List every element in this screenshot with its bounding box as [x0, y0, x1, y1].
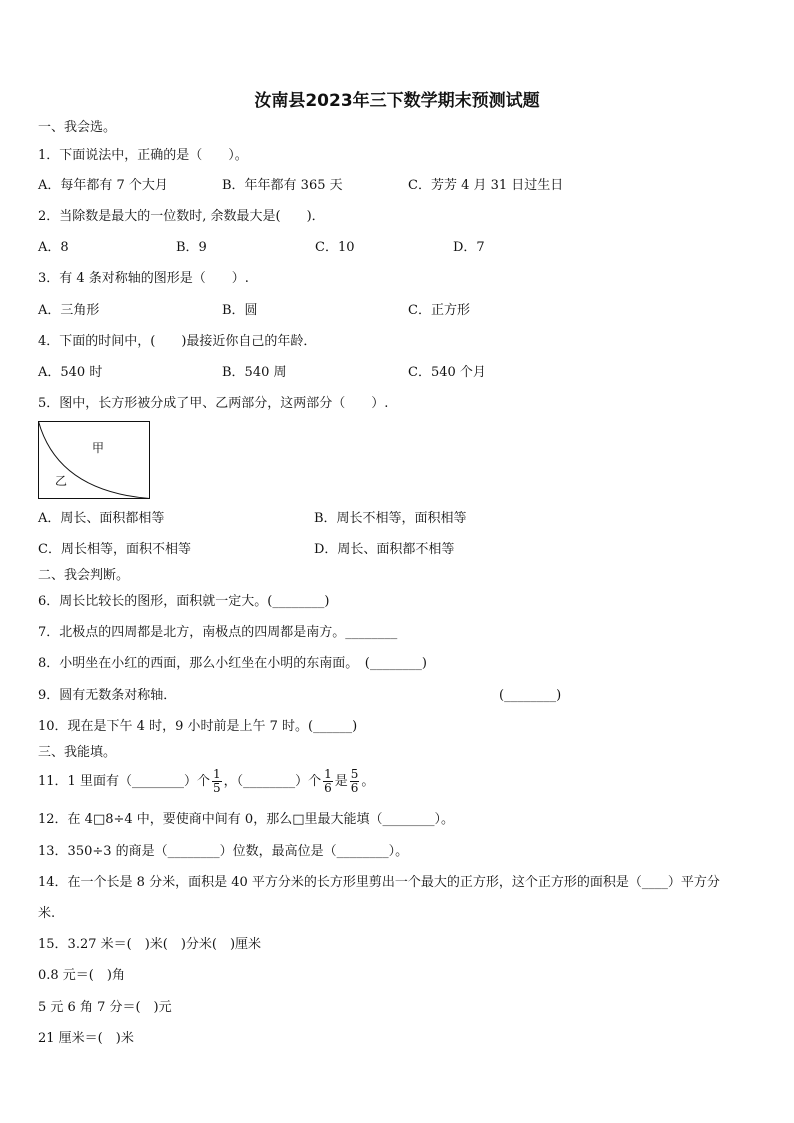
question-13: 13．350÷3 的商是（________）位数，最高位是（________）。 [38, 844, 409, 859]
fraction-denominator: 6 [324, 781, 332, 795]
question-8: 8．小明坐在小红的西面，那么小红坐在小明的东南面。 (________) [38, 656, 427, 671]
question-6: 6．周长比较长的图形，面积就一定大。(________) [38, 594, 330, 609]
q11-part2: ，（________）个 [223, 774, 322, 789]
fraction-one-sixth [323, 768, 333, 795]
question-9: 9．圆有无数条对称轴． [38, 688, 177, 703]
q11-part4: 。 [361, 774, 375, 789]
q2-option-a: A．8 [38, 240, 69, 255]
q4-option-c: C．540 个月 [408, 365, 486, 380]
question-12: 12．在 4□8÷4 中，要使商中间有 0，那么□里最大能填（________）。 [38, 812, 454, 827]
question-15-part-4: 21 厘米＝( )米 [38, 1031, 134, 1046]
fraction-numerator: 1 [324, 767, 332, 781]
section-3-heading: 三、我能填。 [38, 745, 117, 760]
q5-option-c: C．周长相等，面积不相等 [38, 542, 191, 557]
page-title: 汝南县2023年三下数学期末预测试题 [254, 91, 540, 111]
section-1-heading: 一、我会选。 [38, 120, 117, 135]
q3-option-c: C．正方形 [408, 303, 470, 318]
question-15-part-1: 15．3.27 米＝( )米( )分米( )厘米 [38, 937, 262, 952]
fraction-numerator: 5 [350, 767, 359, 781]
q1-option-a: A．每年都有 7 个大月 [38, 178, 168, 193]
question-15-part-2: 0.8 元＝( )角 [38, 968, 125, 983]
question-15-part-3: 5 元 6 角 7 分＝( )元 [38, 1000, 172, 1015]
q5-option-d: D．周长、面积都不相等 [314, 542, 455, 557]
q9-answer-blank: (________) [499, 688, 562, 703]
rectangle-figure [38, 421, 151, 501]
question-7: 7．北极点的四周都是北方，南极点的四周都是南方。________ [38, 625, 398, 640]
question-10: 10．现在是下午 4 时，9 小时前是上午 7 时。(______) [38, 719, 358, 734]
q2-option-d: D．7 [453, 240, 485, 255]
question-14-line-2: 米. [38, 906, 56, 921]
q1-option-b: B．年年都有 365 天 [222, 178, 343, 193]
question-11 [38, 764, 374, 800]
fraction-denominator: 6 [350, 781, 359, 795]
section-2-heading: 二、我会判断。 [38, 568, 130, 583]
question-4: 4．下面的时间中，( )最接近你自己的年龄． [38, 334, 317, 349]
q1-option-c: C．芳芳 4 月 31 日过生日 [408, 178, 564, 193]
figure-label-yi: 乙 [55, 474, 68, 488]
fraction-numerator: 1 [212, 767, 221, 781]
q3-option-a: A．三角形 [38, 303, 100, 318]
question-14-line-1: 14．在一个长是 8 分米，面积是 40 平方分米的长方形里剪出一个最大的正方形，这个正方形的面积是（____）平方分 [38, 875, 720, 890]
question-1: 1．下面说法中，正确的是（ ）。 [38, 148, 248, 163]
q11-part1: 11．1 里面有（________）个 [38, 774, 210, 789]
fraction-five-sixths [350, 768, 360, 795]
q2-option-c: C．10 [315, 240, 355, 255]
fraction-one-fifth [212, 768, 222, 795]
q4-option-b: B．540 周 [222, 365, 287, 380]
question-2: 2．当除数是最大的一位数时, 余数最大是( )． [38, 209, 325, 224]
question-5: 5．图中，长方形被分成了甲、乙两部分，这两部分（ ）. [38, 396, 389, 411]
q2-option-b: B．9 [176, 240, 207, 255]
fraction-denominator: 5 [212, 781, 221, 795]
q4-option-a: A．540 时 [38, 365, 103, 380]
q3-option-b: B．圆 [222, 303, 258, 318]
question-3: 3．有 4 条对称轴的图形是（ ）. [38, 271, 249, 286]
figure-label-jia: 甲 [92, 441, 105, 455]
q11-part3: 是 [334, 774, 348, 789]
q5-option-a: A．周长、面积都相等 [38, 511, 165, 526]
q5-option-b: B．周长不相等，面积相等 [314, 511, 467, 526]
